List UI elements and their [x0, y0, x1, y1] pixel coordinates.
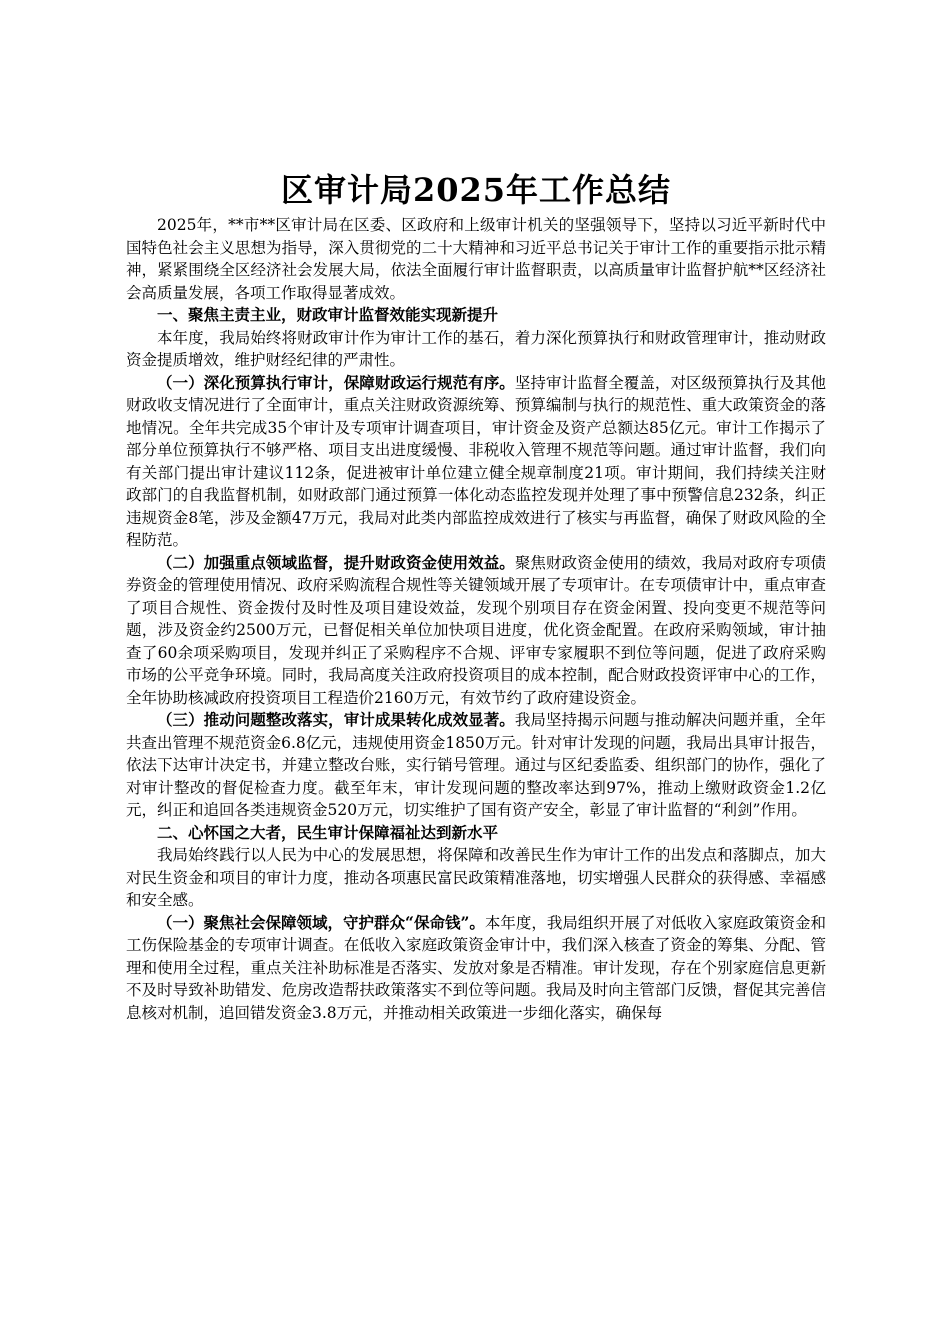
subsection-2-1-lead: （一）聚焦社会保障领域，守护群众“保命钱”。 — [157, 912, 485, 932]
section-1-intro: 本年度，我局始终将财政审计作为审计工作的基石，着力深化预算执行和财政管理审计，推动财政资金提质增效，维护财经纪律的严肃性。 — [126, 328, 826, 369]
subsection-1-1-lead: （一）深化预算执行审计，保障财政运行规范有序。 — [157, 372, 515, 392]
subsection-2-1-text: 本年度，我局组织开展了对低收入家庭政策资金和工伤保险基金的专项审计调查。在低收入家庭政策资金审计中，我们深入核查了资金的筹集、分配、管理和使用全过程，重点关注补助标准是否落实、发放对象是否精准。审计发现，存在个别家庭信息更新不及时导致补助错发、危房改造帮扶政策落实不到位等问题。我局及时向主管部门反馈，督促其完善信息核对机制，追回错发资金3.8万元，并推动相关政策进一步细化落实，确保每 — [126, 913, 826, 1022]
subsection-1-3 — [126, 709, 826, 822]
subsection-1-2-lead: （二）加强重点领域监督，提升财政资金使用效益。 — [157, 552, 515, 572]
section-2-intro: 我局始终践行以人民为中心的发展思想，将保障和改善民生作为审计工作的出发点和落脚点，加大对民生资金和项目的审计力度，推动各项惠民富民政策精准落地，切实增强人民群众的获得感、幸福感和安全感。 — [126, 846, 826, 909]
subsection-1-2 — [126, 552, 826, 710]
section-heading-2: 二、心怀国之大者，民生审计保障福祉达到新水平 — [157, 822, 499, 842]
section-heading-1: 一、聚焦主责主业，财政审计监督效能实现新提升 — [157, 305, 499, 324]
subsection-1-3-text: 我局坚持揭示问题与推动解决问题并重，全年共查出管理不规范资金6.8亿元，违规使用资金1850万元。针对审计发现的问题，我局出具审计报告，依法下达审计决定书，并建立整改台账，实行销号管理。通过与区纪委监委、组织部门的协作，强化了对审计整改的督促检查力度。截至年末，审计发现问题的整改率达到97%，推动上缴财政资金1.2亿元，纠正和追回各类违规资金520万元，切实维护了国有资产安全，彰显了审计监督的“利剑”作用。 — [126, 711, 826, 819]
subsection-1-2-text: 聚焦财政资金使用的绩效，我局对政府专项债券资金的管理使用情况、政府采购流程合规性等关键领域开展了专项审计。在专项债审计中，重点审查了项目合规性、资金拨付及时性及项目建设效益，发现个别项目存在资金闲置、投向变更不规范等问题，涉及资金约2500万元，已督促相关单位加快项目进度，优化资金配置。在政府采购领域，审计抽查了60余项采购项目，发现并纠正了采购程序不合规、评审专家履职不到位等问题，促进了政府采购市场的公平竞争环境。同时，我局高度关注政府投资项目的成本控制，配合财政投资评审中心的工作，全年协助核减政府投资项目工程造价2160万元，有效节约了政府建设资金。 — [126, 553, 826, 707]
subsection-2-1 — [126, 912, 826, 1025]
subsection-1-1 — [126, 372, 826, 552]
subsection-1-3-lead: （三）推动问题整改落实，审计成果转化成效显著。 — [157, 710, 515, 729]
intro-paragraph: 2025年，**市**区审计局在区委、区政府和上级审计机关的坚强领导下，坚持以习近平新时代中国特色社会主义思想为指导，深入贯彻党的二十大精神和习近平总书记关于审计工作的重要指示批示精神，紧紧围绕全区经济社会发展大局，依法全面履行审计监督职责，以高质量审计监督护航**区经济社会高质量发展，各项工作取得显著成效。 — [126, 216, 826, 302]
document-page — [126, 168, 826, 1024]
document-title: 区审计局2025年工作总结 — [280, 171, 672, 209]
subsection-1-1-text: 坚持审计监督全覆盖，对区级预算执行及其他财政收支情况进行了全面审计，重点关注财政资源统筹、预算编制与执行的规范性、重大政策资金的落地情况。全年共完成35个审计及专项审计调查项目，审计资金及资产总额达85亿元。审计工作揭示了部分单位预算执行不够严格、项目支出进度缓慢、非税收入管理不规范等问题。通过审计监督，我们向有关部门提出审计建议112条，促进被审计单位建立健全规章制度21项。审计期间，我们持续关注财政部门的自我监督机制，如财政部门通过预算一体化动态监控发现并处理了事中预警信息232条，纠正违规资金8笔，涉及金额47万元，我局对此类内部监控成效进行了核实与再监督，确保了财政风险的全程防范。 — [126, 373, 826, 549]
